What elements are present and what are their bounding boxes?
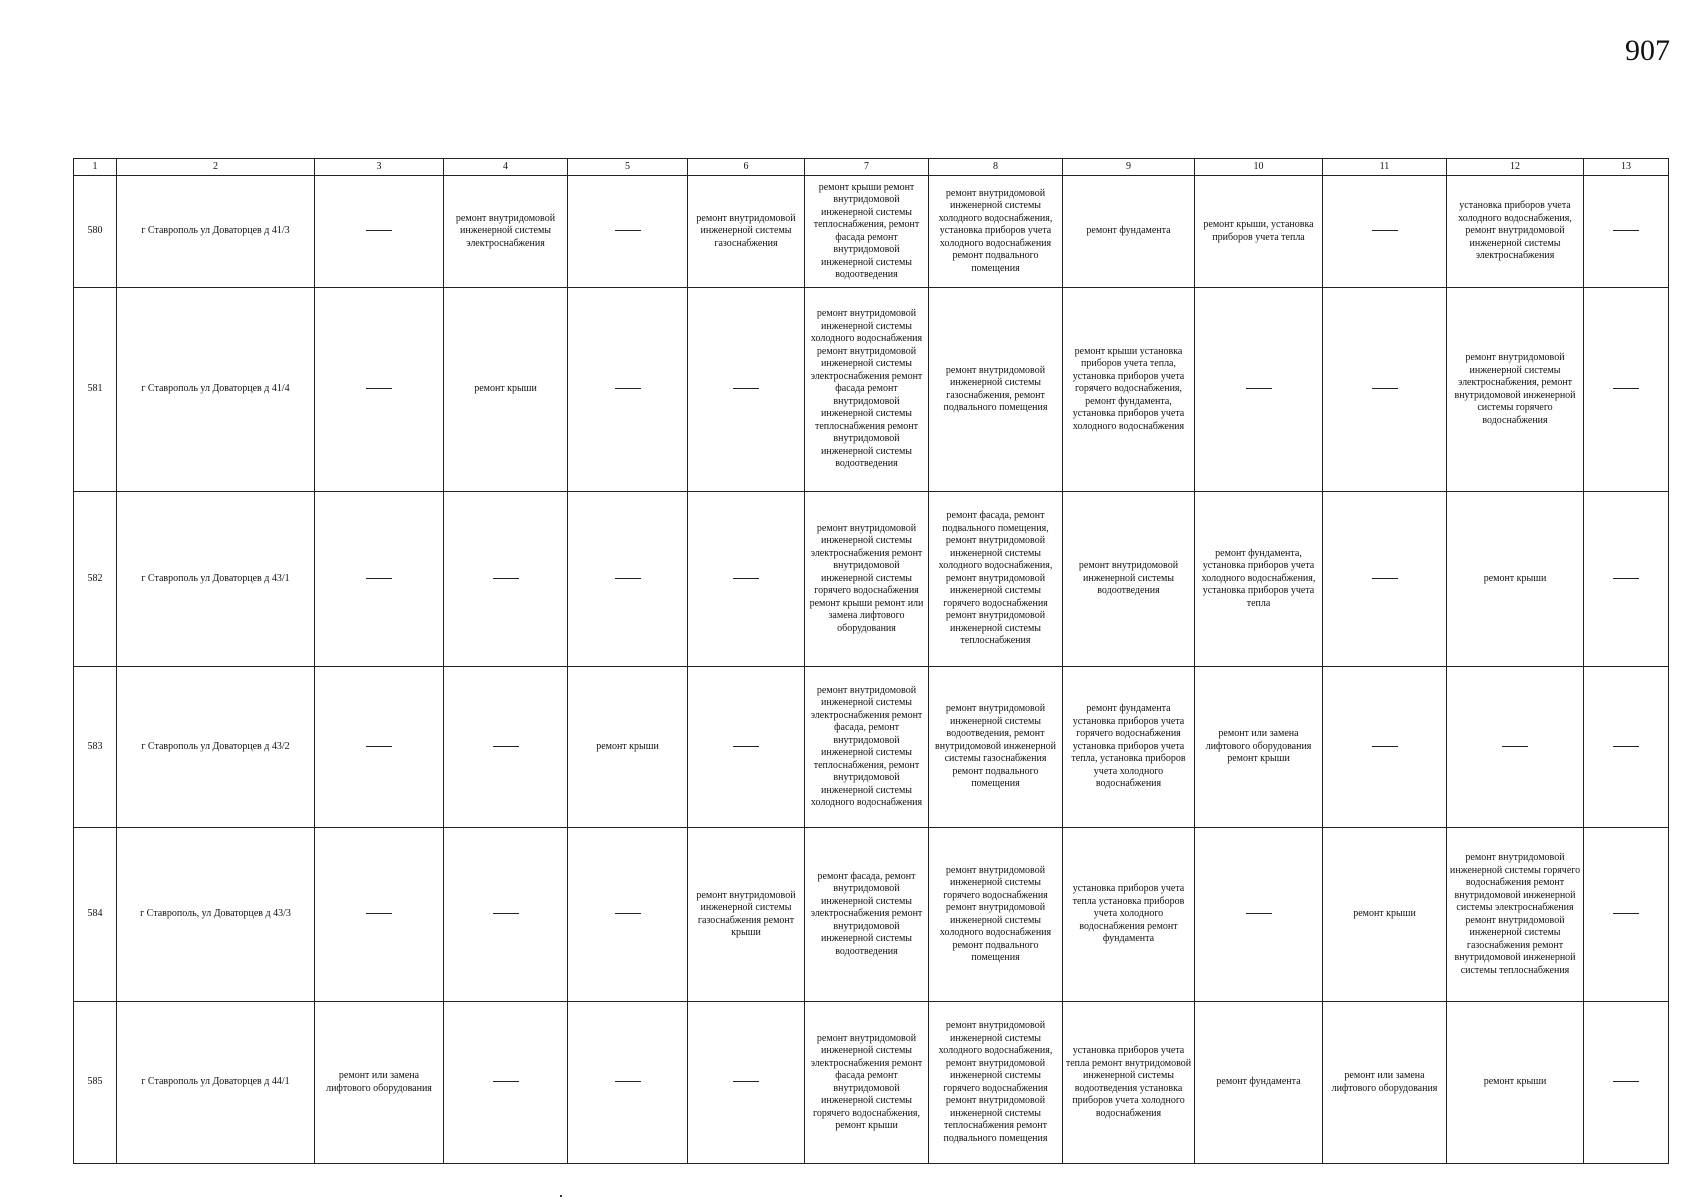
dash-mark: [615, 578, 641, 579]
work-cell-col-10: ремонт фундамента, установка приборов учета холодного водоснабжения, установка приборов учета тепла: [1195, 492, 1323, 667]
empty-cell-col-13: [1584, 667, 1669, 828]
dash-mark: [733, 746, 759, 747]
dash-mark: [1372, 230, 1398, 231]
work-cell-col-7: ремонт фасада, ремонт внутридомовой инженерной системы электроснабжения ремонт внутридомовой инженерной системы водоотведения: [805, 828, 929, 1002]
work-cell-col-3: ремонт или замена лифтового оборудования: [315, 1002, 444, 1164]
row-number: 585: [74, 1002, 117, 1164]
dash-mark: [493, 578, 519, 579]
empty-cell-col-3: [315, 828, 444, 1002]
table-row: [74, 492, 1669, 667]
empty-cell-col-13: [1584, 288, 1669, 492]
work-cell-col-7: ремонт внутридомовой инженерной системы холодного водоснабжения ремонт внутридомовой инженерной системы электроснабжения ремонт фасада ремонт внутридомовой инженерной системы теплоснабжения ремонт внутридомовой инженерной системы водоотведения: [805, 288, 929, 492]
dash-mark: [366, 746, 392, 747]
work-cell-col-9: установка приборов учета тепла установка приборов учета холодного водоснабжения ремонт фундамента: [1063, 828, 1195, 1002]
table-row: [74, 176, 1669, 288]
dash-mark: [615, 1081, 641, 1082]
work-cell-col-8: ремонт внутридомовой инженерной системы газоснабжения, ремонт подвального помещения: [929, 288, 1063, 492]
row-number: 580: [74, 176, 117, 288]
dash-mark: [1613, 230, 1639, 231]
column-number-6: 6: [688, 159, 805, 176]
dash-mark: [1613, 1081, 1639, 1082]
empty-cell-col-13: [1584, 176, 1669, 288]
work-cell-col-7: ремонт крыши ремонт внутридомовой инженерной системы теплоснабжения, ремонт фасада ремонт внутридомовой инженерной системы водоотведения: [805, 176, 929, 288]
work-cell-col-12: ремонт крыши: [1447, 1002, 1584, 1164]
empty-cell-col-6: [688, 492, 805, 667]
work-cell-col-7: ремонт внутридомовой инженерной системы электроснабжения ремонт фасада, ремонт внутридомовой инженерной системы теплоснабжения, ремонт внутридомовой инженерной системы холодного водоснабжения: [805, 667, 929, 828]
dash-mark: [1372, 388, 1398, 389]
table-row: [74, 828, 1669, 1002]
table-body: [74, 176, 1669, 1164]
column-number-9: 9: [1063, 159, 1195, 176]
empty-cell-col-4: [444, 667, 568, 828]
address-cell: г Ставрополь ул Доваторцев д 41/3: [117, 176, 315, 288]
empty-cell-col-11: [1323, 176, 1447, 288]
empty-cell-col-11: [1323, 667, 1447, 828]
address-cell: г Ставрополь ул Доваторцев д 41/4: [117, 288, 315, 492]
work-cell-col-4: ремонт крыши: [444, 288, 568, 492]
column-number-8: 8: [929, 159, 1063, 176]
empty-cell-col-10: [1195, 828, 1323, 1002]
work-cell-col-9: установка приборов учета тепла ремонт внутридомовой инженерной системы водоотведения установка приборов учета холодного водоснабжения: [1063, 1002, 1195, 1164]
empty-cell-col-5: [568, 1002, 688, 1164]
work-cell-col-9: ремонт фундамента: [1063, 176, 1195, 288]
dash-mark: [1502, 746, 1528, 747]
work-cell-col-10: ремонт крыши, установка приборов учета тепла: [1195, 176, 1323, 288]
column-number-7: 7: [805, 159, 929, 176]
empty-cell-col-12: [1447, 667, 1584, 828]
address-cell: г Ставрополь ул Доваторцев д 44/1: [117, 1002, 315, 1164]
work-cell-col-12: ремонт внутридомовой инженерной системы горячего водоснабжения ремонт внутридомовой инженерной системы электроснабжения ремонт внутридомовой инженерной системы газоснабжения ремонт внутридомовой инженерной системы теплоснабжения: [1447, 828, 1584, 1002]
empty-cell-col-13: [1584, 828, 1669, 1002]
work-cell-col-12: установка приборов учета холодного водоснабжения, ремонт внутридомовой инженерной системы электроснабжения: [1447, 176, 1584, 288]
row-number: 582: [74, 492, 117, 667]
column-number-13: 13: [1584, 159, 1669, 176]
empty-cell-col-5: [568, 492, 688, 667]
dash-mark: [1613, 913, 1639, 914]
scan-speck: [560, 1195, 562, 1197]
work-cell-col-4: ремонт внутридомовой инженерной системы электроснабжения: [444, 176, 568, 288]
empty-cell-col-4: [444, 1002, 568, 1164]
dash-mark: [1372, 578, 1398, 579]
table-row: [74, 288, 1669, 492]
dash-mark: [733, 388, 759, 389]
empty-cell-col-6: [688, 288, 805, 492]
row-number: 583: [74, 667, 117, 828]
work-cell-col-10: ремонт или замена лифтового оборудования ремонт крыши: [1195, 667, 1323, 828]
work-cell-col-11: ремонт или замена лифтового оборудования: [1323, 1002, 1447, 1164]
empty-cell-col-5: [568, 828, 688, 1002]
work-cell-col-5: ремонт крыши: [568, 667, 688, 828]
empty-cell-col-3: [315, 176, 444, 288]
address-cell: г Ставрополь ул Доваторцев д 43/2: [117, 667, 315, 828]
work-cell-col-8: ремонт внутридомовой инженерной системы горячего водоснабжения ремонт внутридомовой инженерной системы холодного водоснабжения ремонт подвального помещения: [929, 828, 1063, 1002]
work-cell-col-9: ремонт крыши установка приборов учета тепла, установка приборов учета горячего водоснабжения, ремонт фундамента, установка приборов учета холодного водоснабжения: [1063, 288, 1195, 492]
dash-mark: [366, 230, 392, 231]
column-number-12: 12: [1447, 159, 1584, 176]
work-cell-col-6: ремонт внутридомовой инженерной системы газоснабжения ремонт крыши: [688, 828, 805, 1002]
empty-cell-col-6: [688, 667, 805, 828]
empty-cell-col-3: [315, 492, 444, 667]
column-number-4: 4: [444, 159, 568, 176]
dash-mark: [615, 913, 641, 914]
dash-mark: [615, 388, 641, 389]
empty-cell-col-13: [1584, 492, 1669, 667]
address-cell: г Ставрополь, ул Доваторцев д 43/3: [117, 828, 315, 1002]
column-number-3: 3: [315, 159, 444, 176]
row-number: 584: [74, 828, 117, 1002]
work-cell-col-7: ремонт внутридомовой инженерной системы электроснабжения ремонт внутридомовой инженерной системы горячего водоснабжения ремонт крыши ремонт или замена лифтового оборудования: [805, 492, 929, 667]
dash-mark: [493, 1081, 519, 1082]
work-cell-col-10: ремонт фундамента: [1195, 1002, 1323, 1164]
work-cell-col-11: ремонт крыши: [1323, 828, 1447, 1002]
work-cell-col-6: ремонт внутридомовой инженерной системы газоснабжения: [688, 176, 805, 288]
dash-mark: [733, 1081, 759, 1082]
table-row: [74, 1002, 1669, 1164]
table-row: [74, 667, 1669, 828]
dash-mark: [366, 388, 392, 389]
column-number-10: 10: [1195, 159, 1323, 176]
dash-mark: [615, 230, 641, 231]
work-cell-col-9: ремонт фундамента установка приборов учета горячего водоснабжения установка приборов учета тепла, установка приборов учета холодного водоснабжения: [1063, 667, 1195, 828]
work-cell-col-12: ремонт крыши: [1447, 492, 1584, 667]
empty-cell-col-3: [315, 288, 444, 492]
work-cell-col-8: ремонт внутридомовой инженерной системы холодного водоснабжения, ремонт внутридомовой инженерной системы горячего водоснабжения ремонт внутридомовой инженерной системы теплоснабжения ремонт подвального помещения: [929, 1002, 1063, 1164]
empty-cell-col-11: [1323, 288, 1447, 492]
address-cell: г Ставрополь ул Доваторцев д 43/1: [117, 492, 315, 667]
dash-mark: [1613, 746, 1639, 747]
column-number-5: 5: [568, 159, 688, 176]
work-cell-col-12: ремонт внутридомовой инженерной системы электроснабжения, ремонт внутридомовой инженерной системы горячего водоснабжения: [1447, 288, 1584, 492]
dash-mark: [1613, 578, 1639, 579]
empty-cell-col-5: [568, 176, 688, 288]
column-number-2: 2: [117, 159, 315, 176]
empty-cell-col-4: [444, 492, 568, 667]
dash-mark: [493, 913, 519, 914]
work-cell-col-7: ремонт внутридомовой инженерной системы электроснабжения ремонт фасада ремонт внутридомовой инженерной системы горячего водоснабжения, ремонт крыши: [805, 1002, 929, 1164]
empty-cell-col-11: [1323, 492, 1447, 667]
work-cell-col-8: ремонт внутридомовой инженерной системы холодного водоснабжения, установка приборов учета холодного водоснабжения ремонт подвального помещения: [929, 176, 1063, 288]
dash-mark: [733, 578, 759, 579]
capital-repair-table: [73, 158, 1669, 1164]
empty-cell-col-6: [688, 1002, 805, 1164]
column-number-row: [74, 159, 1669, 176]
dash-mark: [1613, 388, 1639, 389]
dash-mark: [1246, 913, 1272, 914]
work-cell-col-8: ремонт фасада, ремонт подвального помещения, ремонт внутридомовой инженерной системы холодного водоснабжения, ремонт внутридомовой инженерной системы горячего водоснабжения ремонт внутридомовой инженерной системы теплоснабжения: [929, 492, 1063, 667]
work-cell-col-9: ремонт внутридомовой инженерной системы водоотведения: [1063, 492, 1195, 667]
dash-mark: [1246, 388, 1272, 389]
empty-cell-col-3: [315, 667, 444, 828]
work-cell-col-8: ремонт внутридомовой инженерной системы водоотведения, ремонт внутридомовой инженерной системы газоснабжения ремонт подвального помещения: [929, 667, 1063, 828]
empty-cell-col-13: [1584, 1002, 1669, 1164]
column-number-1: 1: [74, 159, 117, 176]
dash-mark: [493, 746, 519, 747]
empty-cell-col-5: [568, 288, 688, 492]
row-number: 581: [74, 288, 117, 492]
dash-mark: [1372, 746, 1398, 747]
dash-mark: [366, 913, 392, 914]
empty-cell-col-10: [1195, 288, 1323, 492]
empty-cell-col-4: [444, 828, 568, 1002]
page-number: 907: [1625, 34, 1670, 67]
column-number-11: 11: [1323, 159, 1447, 176]
dash-mark: [366, 578, 392, 579]
